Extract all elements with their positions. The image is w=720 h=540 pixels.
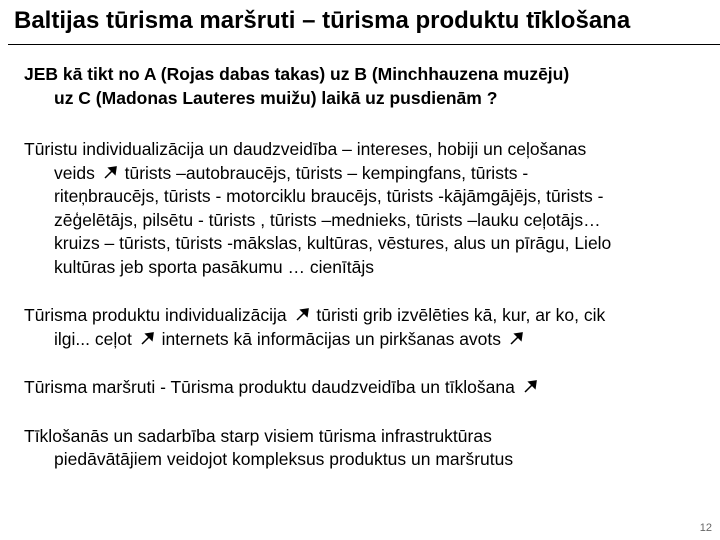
paragraph-line: Tīklošanās un sadarbība starp visiem tūrisma infrastruktūras <box>24 425 492 446</box>
paragraph-line: piedāvātājiem veidojot kompleksus produktus un maršrutus <box>54 449 514 469</box>
page-number: 12 <box>699 522 712 534</box>
tourist-individualization-paragraph <box>24 138 702 279</box>
arrow-up-right-icon <box>523 380 537 394</box>
question-line-1: JEB kā tikt no A (Rojas dabas takas) uz B (Minchhauzena muzēju) <box>24 64 570 84</box>
paragraph-line: tūristi grib izvēlēties kā, kur, ar ko, cik <box>316 305 606 325</box>
arrow-up-right-icon <box>140 332 154 346</box>
paragraph-line: Tūrisma maršruti - Tūrisma produktu daudzveidība un tīklošana <box>24 377 515 397</box>
product-individualization-paragraph <box>24 304 702 351</box>
slide-content <box>24 63 702 472</box>
question-line-2: uz C (Madonas Lauteres muižu) laikā uz pusdienām ? <box>54 87 498 108</box>
paragraph-line: riteņbraucējs, tūrists - motorciklu braucējs, tūrists -kājāmgājējs, tūrists - <box>54 186 604 206</box>
question-paragraph <box>24 63 702 110</box>
paragraph-line: Tūrisma produktu individualizācija <box>24 305 287 325</box>
paragraph-line: kultūras jeb sporta pasākumu … cienītājs <box>54 256 375 277</box>
paragraph-line: kruizs – tūrists, tūrists -mākslas, kultūras, vēstures, alus un pīrāgu, Lielo <box>54 233 612 253</box>
paragraph-line: Tūristu individualizācija un daudzveidība – intereses, hobiji un ceļošanas <box>24 139 587 159</box>
arrow-up-right-icon <box>295 308 309 322</box>
title-divider <box>8 44 720 45</box>
paragraph-line: zēģelētājs, pilsētu - tūrists , tūrists –mednieks, tūrists –lauku ceļotājs… <box>54 209 601 230</box>
paragraph-line: internets kā informācijas un pirkšanas avots <box>161 328 502 349</box>
paragraph-line: tūrists –autobraucējs, tūrists – kempingfans, tūrists - <box>124 162 529 183</box>
arrow-up-right-icon <box>509 332 523 346</box>
paragraph-line: veids <box>54 162 95 183</box>
networking-paragraph <box>24 425 702 472</box>
arrow-up-right-icon <box>103 166 117 180</box>
paragraph-line: ilgi... ceļot <box>54 328 132 349</box>
tourism-routes-paragraph <box>24 376 702 400</box>
slide-title: Baltijas tūrisma maršruti – tūrisma produktu tīklošana <box>14 7 631 34</box>
